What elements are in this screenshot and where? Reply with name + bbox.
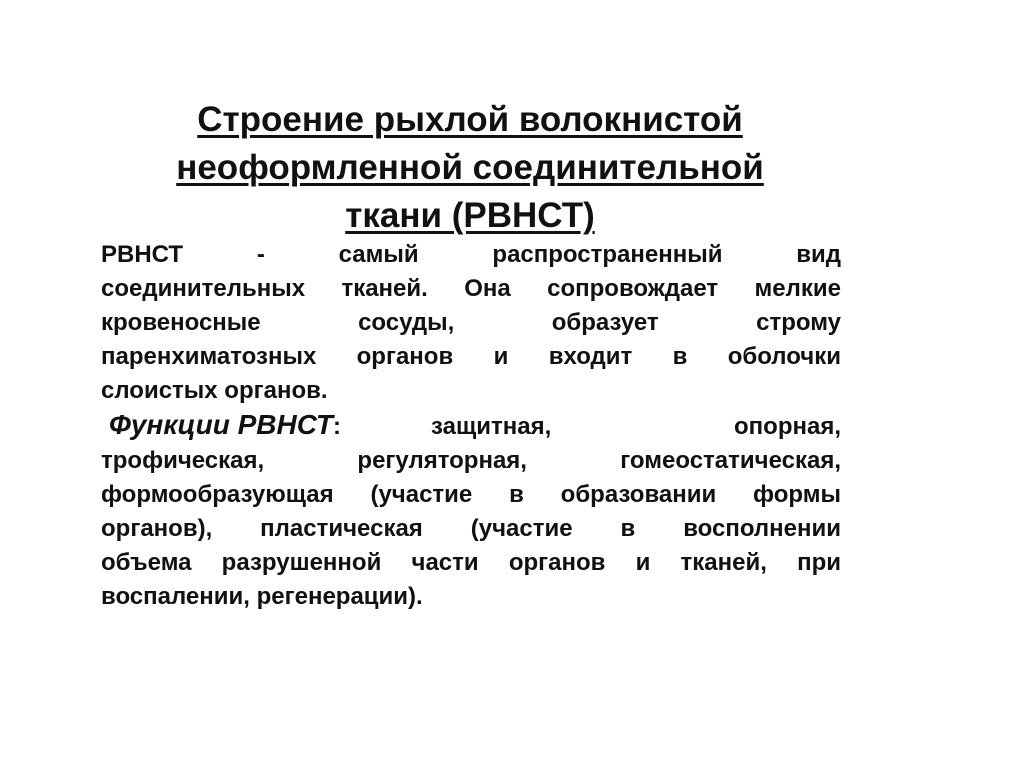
text-line: трофическая, регуляторная, гомеостатическая, (101, 447, 841, 474)
functions-first-items (431, 410, 841, 444)
text-line: органов), пластическая (участие в восполнении (101, 515, 841, 542)
functions-label: Функции РВНСТ (109, 409, 333, 440)
slide-title (100, 96, 840, 240)
text-line: формообразующая (участие в образовании формы (101, 481, 841, 508)
definition-paragraph (101, 238, 841, 408)
function-word: опорная, (734, 413, 841, 440)
text-line: объема разрушенной части органов и тканей, при (101, 549, 841, 576)
text-line: соединительных тканей. Она сопровождает мелкие (101, 275, 841, 302)
title-line-2: неоформленной соединительной (176, 148, 764, 187)
text-line: слоистых органов. (101, 377, 328, 404)
text-line: РВНСТ - самый распространенный вид (101, 241, 841, 268)
text-line: кровеносные сосуды, образует строму (101, 309, 841, 336)
slide-body (101, 238, 841, 614)
title-line-1: Строение рыхлой волокнистой (197, 100, 743, 139)
text-line: паренхиматозных органов и входит в оболочки (101, 343, 841, 370)
function-word: защитная, (431, 413, 552, 440)
functions-heading-group (109, 408, 341, 444)
functions-colon: : (333, 413, 341, 440)
functions-paragraph (101, 408, 841, 614)
text-line: воспалении, регенерации). (101, 583, 423, 610)
functions-first-line (101, 408, 841, 444)
title-line-3: ткани (РВНСТ) (345, 196, 595, 235)
